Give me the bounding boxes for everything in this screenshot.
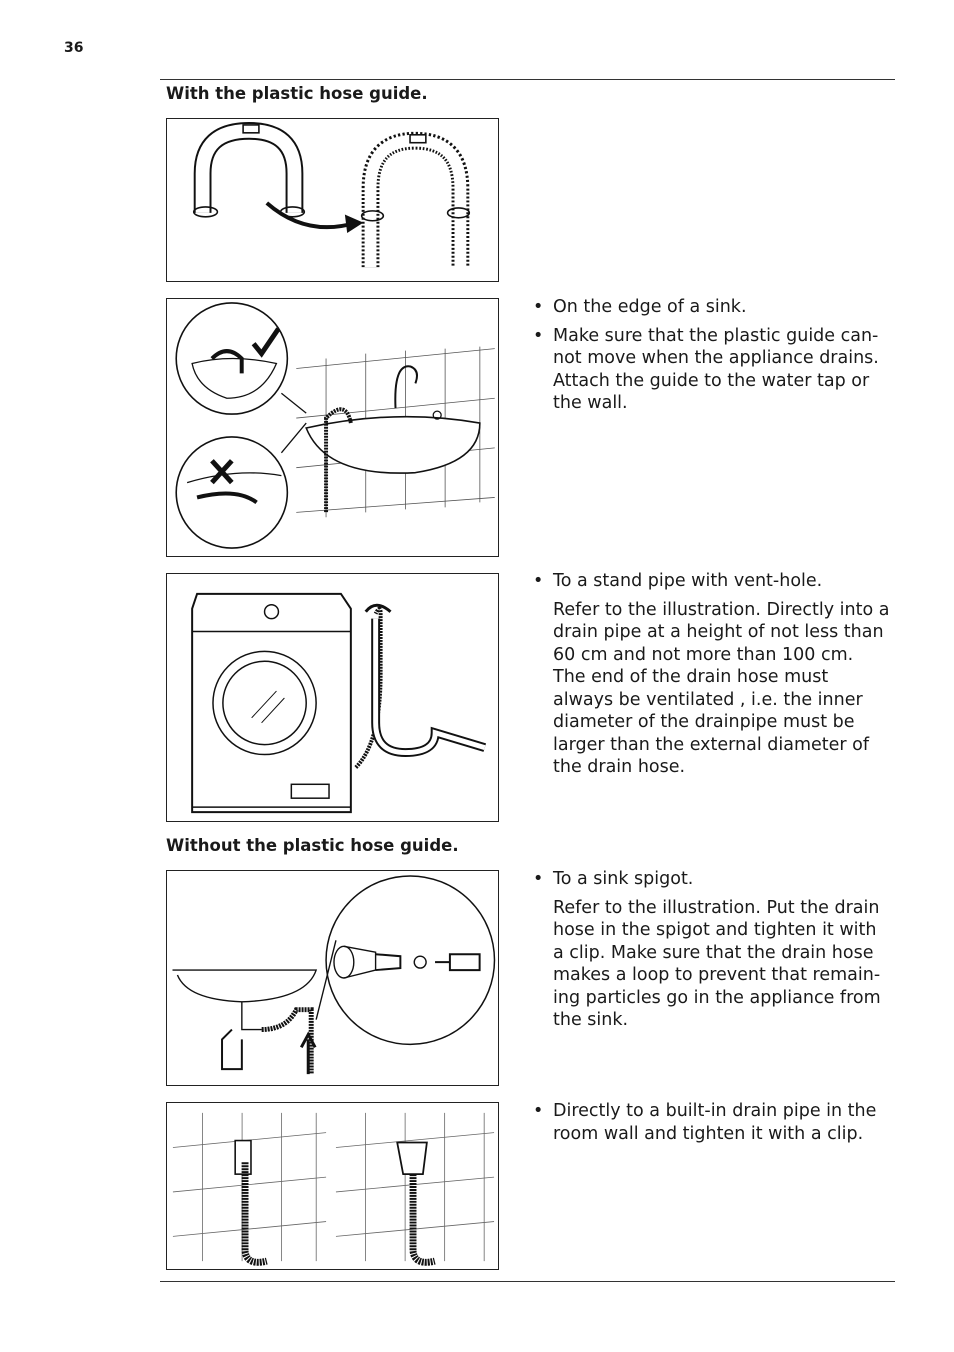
- figure-stand-pipe: [166, 573, 499, 822]
- bottom-rule: [160, 1281, 895, 1282]
- paragraph-sink-spigot: Refer to the illustration. Put the drain hose in the spigot and tighten it with a clip. Make sure that the drain hose makes a loop to prevent that remain-ing particles go in the appliance from the sink.: [553, 897, 881, 1030]
- bullet-sink-edge: • On the edge of a sink.: [530, 296, 890, 319]
- section-heading-without-guide: Without the plastic hose guide.: [166, 836, 459, 855]
- text-sink-edge: [530, 296, 890, 421]
- bullet-plastic-guide: • Make sure that the plastic guide can-not move when the appliance drains. Attach the guide to the water tap or the wall.: [530, 325, 890, 415]
- top-rule: [160, 79, 895, 80]
- paragraph-stand-pipe: Refer to the illustration. Directly into a drain pipe at a height of not less than 60 cm and not more than 100 cm. The end of the drain hose must always be ventilated , i.e. the inner diameter of the drainpipe must be larger than the external diameter of the drain hose.: [553, 599, 890, 777]
- bullet-sink-spigot: • To a sink spigot.: [530, 868, 890, 891]
- page-number: 36: [64, 40, 84, 56]
- bullet-stand-pipe: • To a stand pipe with vent-hole.: [530, 570, 890, 593]
- figure-wall-pipe: [166, 1102, 499, 1270]
- text-stand-pipe: [530, 570, 890, 779]
- text-sink-spigot: [530, 868, 890, 1032]
- figure-sink-spigot: [166, 870, 499, 1086]
- bullet-wall-pipe: • Directly to a built-in drain pipe in the room wall and tighten it with a clip.: [530, 1100, 890, 1145]
- figure-sink-edge: [166, 298, 499, 557]
- section-heading-with-guide: With the plastic hose guide.: [166, 84, 428, 103]
- text-wall-pipe: [530, 1100, 890, 1151]
- figure-hose-guide: [166, 118, 499, 282]
